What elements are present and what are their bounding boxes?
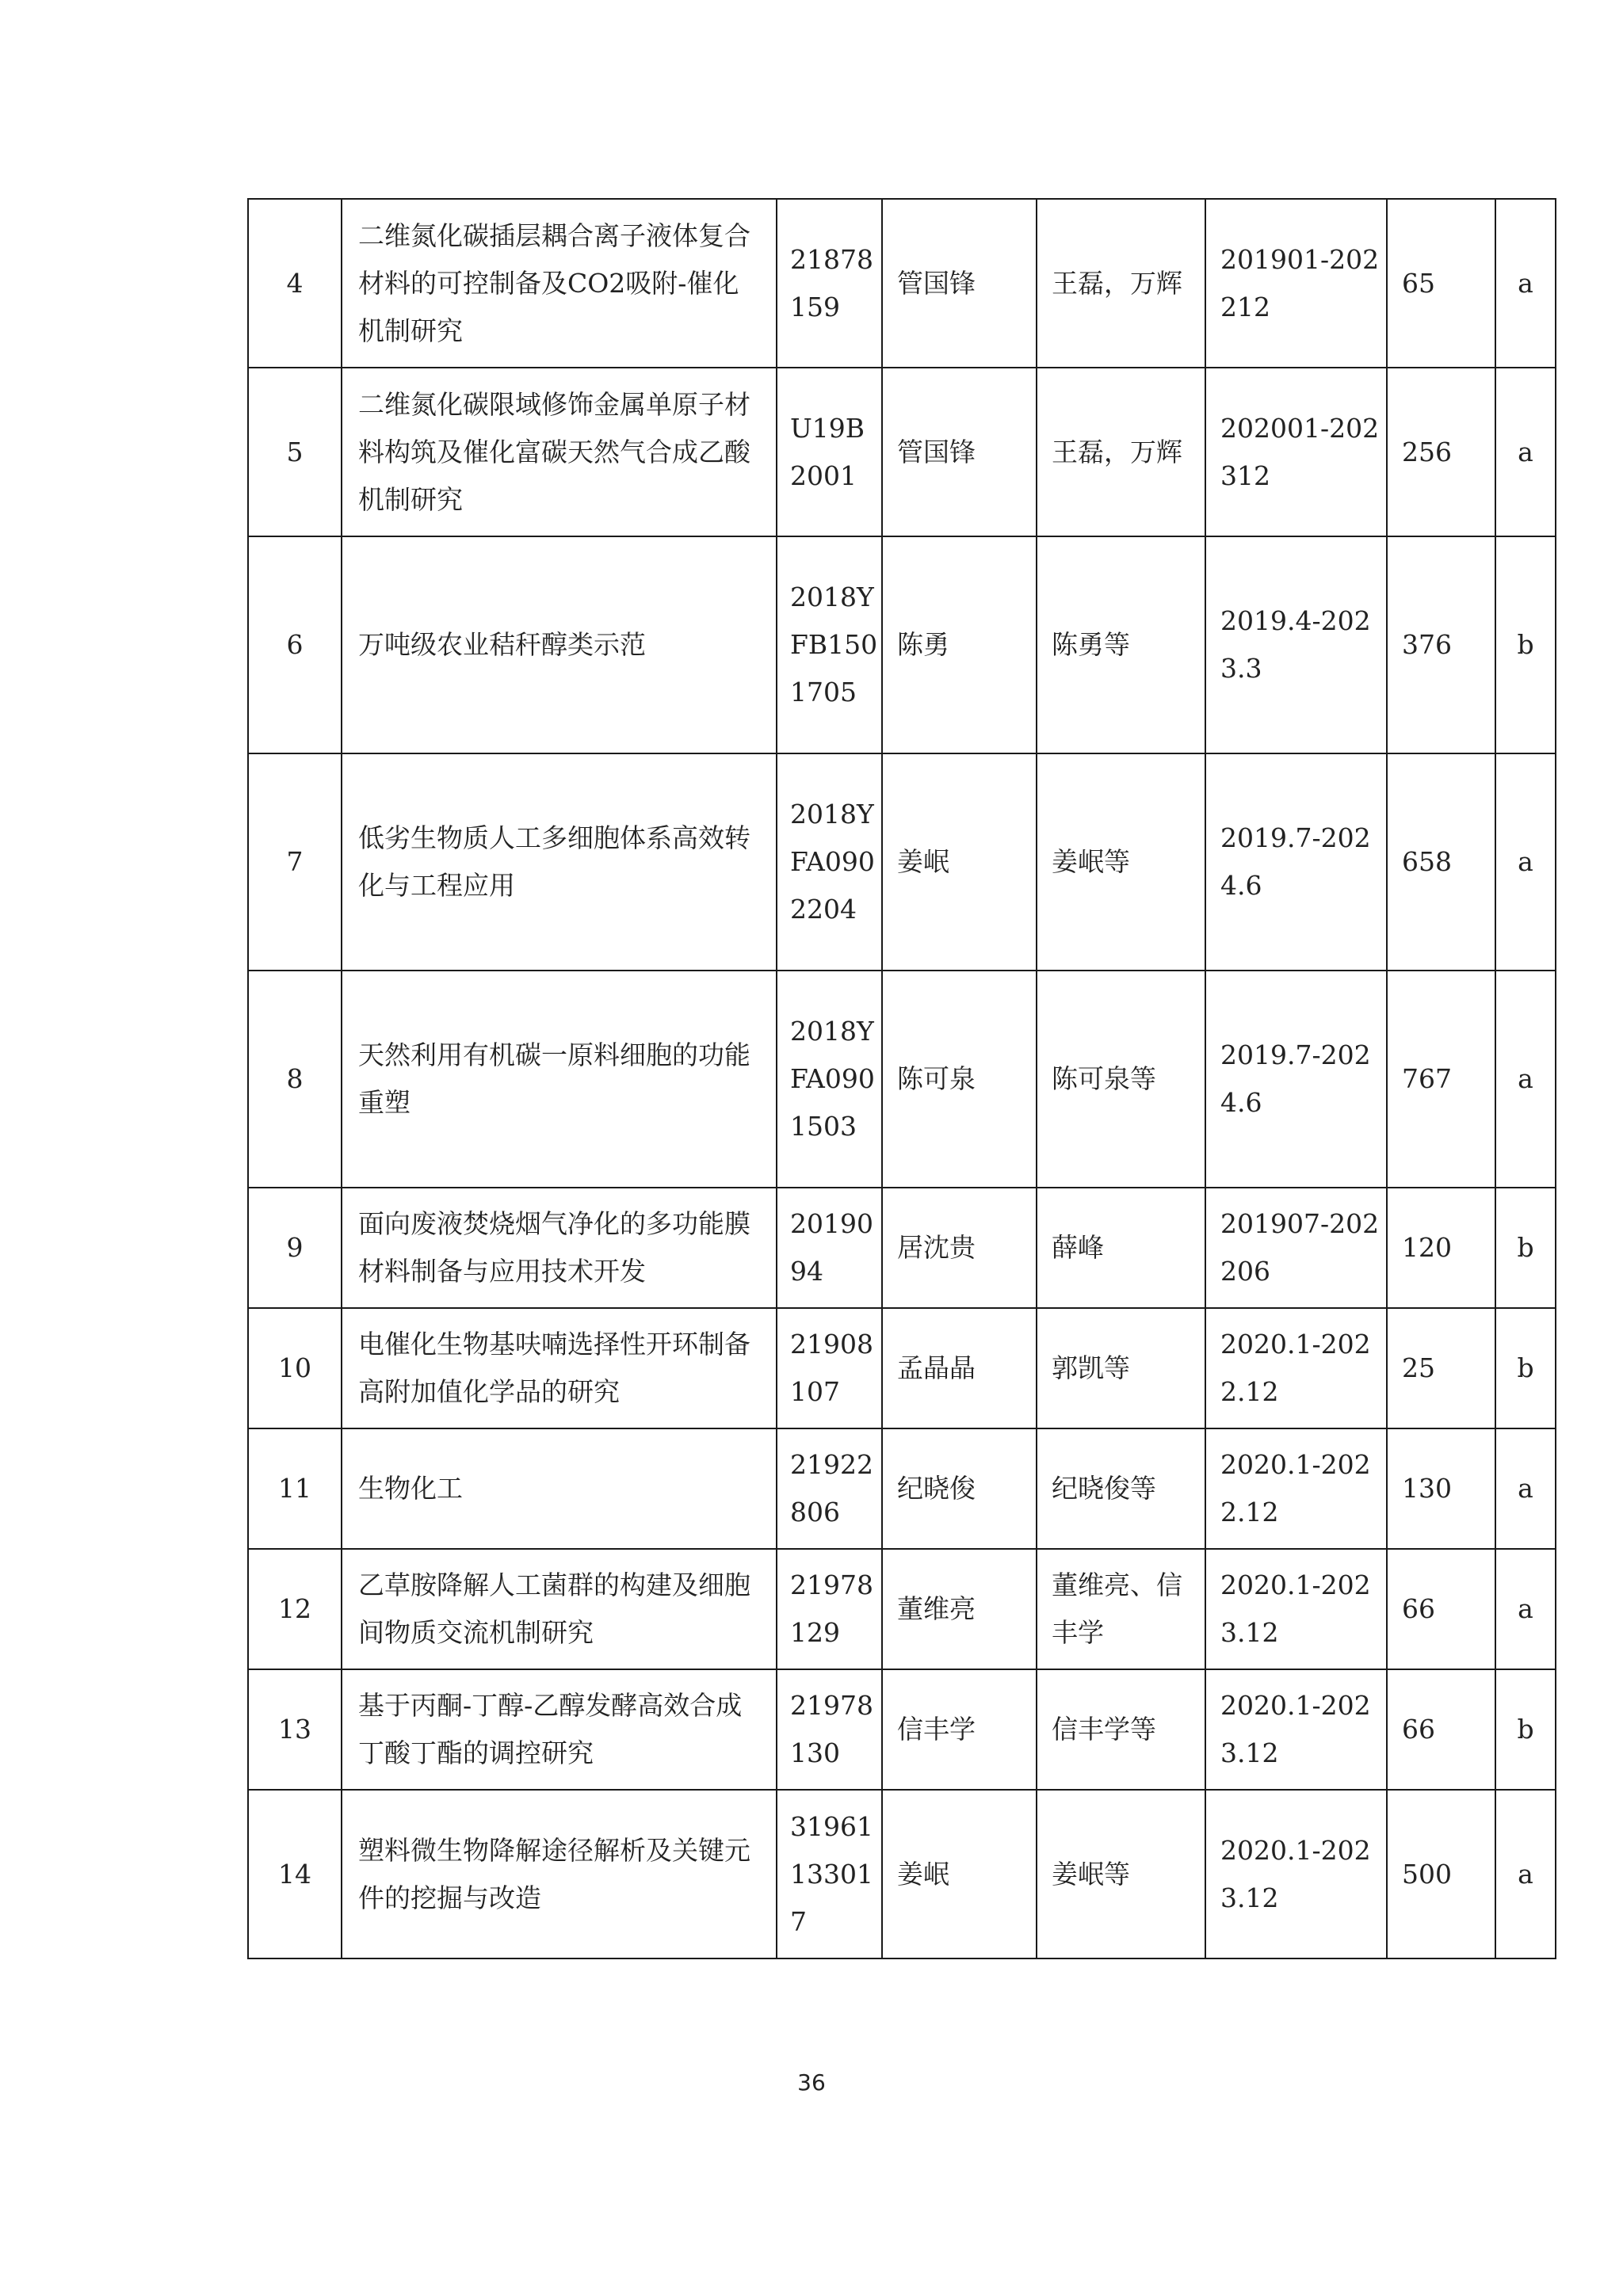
cell-period — [1205, 1549, 1387, 1669]
table-row — [248, 1308, 1556, 1428]
cell-funding — [1387, 971, 1495, 1188]
cell-category-text: b — [1517, 1232, 1534, 1263]
cell-no-text: 10 — [278, 1352, 311, 1383]
cell-funding — [1387, 753, 1495, 971]
cell-category-text: a — [1518, 1858, 1533, 1890]
cell-period-text: 2020.1-2023.12 — [1220, 1834, 1371, 1913]
table-row — [248, 199, 1556, 368]
cell-no-text: 5 — [286, 436, 304, 467]
cell-principal-investigator — [882, 1188, 1037, 1308]
cell-project-code — [777, 1188, 882, 1308]
cell-funding-text: 25 — [1402, 1352, 1435, 1383]
table-row — [248, 536, 1556, 753]
project-table-body — [248, 199, 1556, 1958]
cell-principal-investigator — [882, 1549, 1037, 1669]
cell-category-text: b — [1517, 1352, 1534, 1383]
cell-principal-investigator-text: 姜岷 — [897, 1858, 949, 1890]
cell-no-text: 12 — [278, 1593, 311, 1624]
table-row — [248, 1549, 1556, 1669]
cell-principal-investigator-text: 陈可泉 — [897, 1063, 976, 1094]
cell-category — [1495, 1669, 1556, 1790]
cell-members-text: 信丰学等 — [1052, 1714, 1156, 1745]
cell-project-code-text: 21978130 — [790, 1690, 873, 1768]
cell-principal-investigator-text: 管国锋 — [897, 267, 976, 299]
cell-funding — [1387, 1188, 1495, 1308]
cell-project-code-text: 2018YFA0901503 — [790, 1016, 875, 1142]
table-row — [248, 1428, 1556, 1549]
cell-category — [1495, 1188, 1556, 1308]
cell-no-text: 4 — [286, 267, 304, 299]
cell-funding — [1387, 1790, 1495, 1958]
table-row — [248, 1188, 1556, 1308]
cell-principal-investigator-text: 陈勇 — [897, 629, 949, 660]
cell-project-code — [777, 536, 882, 753]
cell-principal-investigator-text: 居沈贵 — [897, 1232, 976, 1263]
cell-funding — [1387, 1308, 1495, 1428]
cell-project-name-text: 基于丙酮-丁醇-乙醇发酵高效合成丁酸丁酯的调控研究 — [358, 1690, 743, 1768]
cell-members — [1037, 536, 1205, 753]
cell-period-text: 2019.7-2024.6 — [1220, 1039, 1371, 1118]
cell-project-name — [342, 753, 777, 971]
cell-funding — [1387, 368, 1495, 536]
cell-members-text: 薛峰 — [1052, 1232, 1104, 1263]
cell-members — [1037, 1549, 1205, 1669]
cell-funding-text: 500 — [1402, 1858, 1452, 1890]
table-row — [248, 971, 1556, 1188]
cell-project-code — [777, 971, 882, 1188]
cell-no-text: 13 — [278, 1714, 311, 1745]
cell-project-code-text: 21978129 — [790, 1569, 873, 1648]
cell-period-text: 2020.1-2022.12 — [1220, 1449, 1371, 1527]
cell-members — [1037, 753, 1205, 971]
cell-project-name-text: 二维氮化碳限域修饰金属单原子材料构筑及催化富碳天然气合成乙酸机制研究 — [358, 388, 750, 515]
cell-principal-investigator — [882, 1428, 1037, 1549]
cell-principal-investigator-text: 纪晓俊 — [897, 1473, 976, 1504]
cell-project-name — [342, 199, 777, 368]
cell-period — [1205, 971, 1387, 1188]
cell-members — [1037, 1188, 1205, 1308]
cell-project-name-text: 二维氮化碳插层耦合离子液体复合材料的可控制备及CO2吸附-催化机制研究 — [358, 219, 750, 346]
cell-category-text: a — [1518, 436, 1533, 467]
cell-members-text: 王磊，万辉 — [1052, 267, 1182, 299]
cell-period-text: 201907-202206 — [1220, 1208, 1380, 1287]
cell-funding-text: 767 — [1402, 1063, 1452, 1094]
cell-category — [1495, 536, 1556, 753]
cell-project-code-text: 21908107 — [790, 1329, 873, 1407]
table-row — [248, 368, 1556, 536]
cell-project-name — [342, 1549, 777, 1669]
cell-category-text: a — [1518, 267, 1533, 299]
cell-principal-investigator — [882, 753, 1037, 971]
cell-project-name-text: 乙草胺降解人工菌群的构建及细胞间物质交流机制研究 — [358, 1569, 750, 1648]
cell-category — [1495, 1308, 1556, 1428]
cell-period — [1205, 1188, 1387, 1308]
cell-members-text: 姜岷等 — [1052, 846, 1130, 877]
cell-period — [1205, 536, 1387, 753]
cell-category — [1495, 971, 1556, 1188]
cell-no — [248, 1669, 342, 1790]
cell-funding-text: 658 — [1402, 846, 1452, 877]
cell-no-text: 7 — [286, 846, 304, 877]
cell-project-code — [777, 1669, 882, 1790]
cell-members — [1037, 199, 1205, 368]
cell-members — [1037, 971, 1205, 1188]
cell-funding-text: 120 — [1402, 1232, 1452, 1263]
cell-period-text: 202001-202312 — [1220, 412, 1380, 491]
cell-period-text: 2020.1-2023.12 — [1220, 1690, 1371, 1768]
cell-no — [248, 1428, 342, 1549]
cell-period — [1205, 368, 1387, 536]
cell-period-text: 201901-202212 — [1220, 243, 1380, 322]
cell-project-code — [777, 1428, 882, 1549]
cell-funding-text: 130 — [1402, 1473, 1452, 1504]
cell-funding — [1387, 1669, 1495, 1790]
cell-members-text: 董维亮、信丰学 — [1052, 1569, 1182, 1648]
cell-project-name-text: 电催化生物基呋喃选择性开环制备高附加值化学品的研究 — [358, 1329, 750, 1407]
cell-project-code — [777, 1308, 882, 1428]
cell-members-text: 陈可泉等 — [1052, 1063, 1156, 1094]
cell-no-text: 8 — [286, 1063, 304, 1094]
cell-principal-investigator-text: 孟晶晶 — [897, 1352, 976, 1383]
cell-members — [1037, 1669, 1205, 1790]
cell-period — [1205, 199, 1387, 368]
cell-no — [248, 199, 342, 368]
cell-category-text: b — [1517, 1714, 1534, 1745]
cell-project-name — [342, 536, 777, 753]
cell-principal-investigator — [882, 971, 1037, 1188]
cell-project-name — [342, 1669, 777, 1790]
cell-principal-investigator-text: 管国锋 — [897, 436, 976, 467]
cell-no-text: 9 — [286, 1232, 304, 1263]
cell-funding-text: 66 — [1402, 1714, 1435, 1745]
cell-project-name — [342, 368, 777, 536]
cell-project-name-text: 面向废液焚烧烟气净化的多功能膜材料制备与应用技术开发 — [358, 1208, 750, 1287]
cell-principal-investigator — [882, 1669, 1037, 1790]
cell-period-text: 2020.1-2022.12 — [1220, 1329, 1371, 1407]
cell-project-code — [777, 1790, 882, 1958]
cell-category-text: b — [1517, 629, 1534, 660]
cell-project-name — [342, 1308, 777, 1428]
cell-period — [1205, 1428, 1387, 1549]
cell-project-code-text: 2019094 — [790, 1208, 873, 1287]
cell-no — [248, 1308, 342, 1428]
cell-principal-investigator-text: 姜岷 — [897, 846, 949, 877]
cell-period-text: 2020.1-2023.12 — [1220, 1569, 1371, 1648]
cell-principal-investigator — [882, 1790, 1037, 1958]
cell-project-code-text: 21878159 — [790, 243, 873, 322]
cell-period-text: 2019.4-2023.3 — [1220, 605, 1371, 684]
cell-no — [248, 1790, 342, 1958]
cell-project-name — [342, 1188, 777, 1308]
cell-funding — [1387, 1428, 1495, 1549]
cell-no — [248, 753, 342, 971]
cell-principal-investigator — [882, 536, 1037, 753]
cell-no-text: 11 — [278, 1473, 311, 1504]
cell-project-name — [342, 1790, 777, 1958]
cell-members-text: 纪晓俊等 — [1052, 1473, 1156, 1504]
cell-category — [1495, 199, 1556, 368]
cell-project-code — [777, 753, 882, 971]
cell-principal-investigator-text: 董维亮 — [897, 1593, 976, 1624]
cell-no — [248, 1188, 342, 1308]
cell-members — [1037, 1428, 1205, 1549]
cell-project-name-text: 万吨级农业秸秆醇类示范 — [358, 629, 646, 660]
cell-period — [1205, 753, 1387, 971]
cell-project-name-text: 生物化工 — [358, 1473, 463, 1504]
cell-no — [248, 368, 342, 536]
cell-funding — [1387, 536, 1495, 753]
cell-project-name — [342, 1428, 777, 1549]
cell-category-text: a — [1518, 846, 1533, 877]
cell-funding-text: 66 — [1402, 1593, 1435, 1624]
cell-category-text: a — [1518, 1593, 1533, 1624]
cell-funding-text: 256 — [1402, 436, 1452, 467]
table-row — [248, 1790, 1556, 1958]
cell-principal-investigator-text: 信丰学 — [897, 1714, 976, 1745]
cell-project-code — [777, 199, 882, 368]
cell-members — [1037, 368, 1205, 536]
cell-funding-text: 376 — [1402, 629, 1452, 660]
cell-members-text: 陈勇等 — [1052, 629, 1130, 660]
cell-members — [1037, 1790, 1205, 1958]
cell-project-code-text: 2018YFA0902204 — [790, 799, 875, 925]
cell-funding-text: 65 — [1402, 267, 1435, 299]
cell-category-text: a — [1518, 1063, 1533, 1094]
cell-project-name-text: 低劣生物质人工多细胞体系高效转化与工程应用 — [358, 822, 750, 901]
cell-project-name — [342, 971, 777, 1188]
cell-principal-investigator — [882, 368, 1037, 536]
cell-members-text: 王磊，万辉 — [1052, 436, 1182, 467]
cell-funding — [1387, 199, 1495, 368]
cell-category-text: a — [1518, 1473, 1533, 1504]
cell-funding — [1387, 1549, 1495, 1669]
table-row — [248, 1669, 1556, 1790]
cell-no — [248, 971, 342, 1188]
cell-project-name-text: 塑料微生物降解途径解析及关键元件的挖掘与改造 — [358, 1834, 750, 1913]
cell-no — [248, 1549, 342, 1669]
table-row — [248, 753, 1556, 971]
cell-project-code-text: 31961133017 — [790, 1810, 873, 1937]
cell-project-code — [777, 1549, 882, 1669]
cell-project-code — [777, 368, 882, 536]
cell-project-code-text: 21922806 — [790, 1449, 873, 1527]
cell-period-text: 2019.7-2024.6 — [1220, 822, 1371, 901]
cell-category — [1495, 1790, 1556, 1958]
cell-period — [1205, 1308, 1387, 1428]
cell-members-text: 姜岷等 — [1052, 1858, 1130, 1890]
cell-category — [1495, 368, 1556, 536]
cell-category — [1495, 1428, 1556, 1549]
cell-principal-investigator — [882, 1308, 1037, 1428]
cell-members-text: 郭凯等 — [1052, 1352, 1130, 1383]
cell-project-name-text: 天然利用有机碳一原料细胞的功能重塑 — [358, 1039, 750, 1118]
cell-principal-investigator — [882, 199, 1037, 368]
cell-category — [1495, 753, 1556, 971]
cell-no — [248, 536, 342, 753]
cell-no-text: 6 — [286, 629, 304, 660]
cell-period — [1205, 1669, 1387, 1790]
cell-period — [1205, 1790, 1387, 1958]
cell-no-text: 14 — [278, 1858, 311, 1890]
cell-members — [1037, 1308, 1205, 1428]
cell-category — [1495, 1549, 1556, 1669]
cell-project-code-text: 2018YFB1501705 — [790, 582, 878, 707]
page-number: 36 — [797, 2069, 826, 2096]
cell-project-code-text: U19B2001 — [790, 412, 865, 491]
project-table — [247, 198, 1556, 1959]
